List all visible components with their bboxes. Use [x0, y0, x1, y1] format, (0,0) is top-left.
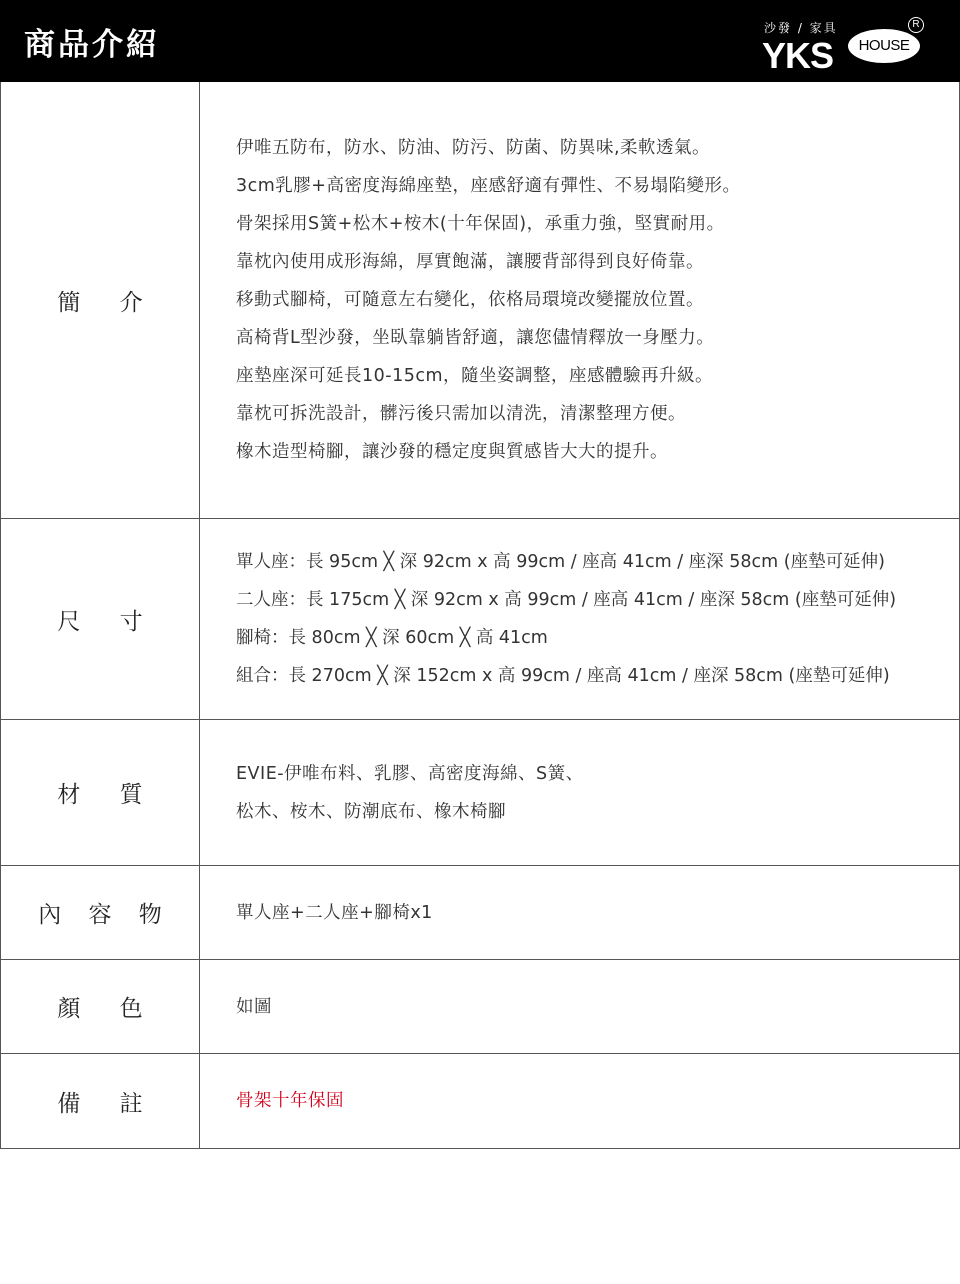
size-line-two-seat: 二人座：長 175cm ╳ 深 92cm x 高 99cm / 座高 41cm / 座深 58cm (座墊可延伸): [236, 590, 897, 610]
intro-line: 靠枕內使用成形海綿，厚實飽滿，讓腰背部得到良好倚靠。: [236, 252, 704, 272]
spec-value-material: [200, 720, 959, 865]
size-line-single-seat: 單人座：長 95cm ╳ 深 92cm x 高 99cm / 座高 41cm / 座深 58cm (座墊可延伸): [236, 552, 885, 572]
spec-table: [0, 82, 960, 1149]
spec-row-note: [1, 1053, 959, 1148]
intro-line: 橡木造型椅腳，讓沙發的穩定度與質感皆大大的提升。: [236, 442, 668, 462]
intro-line: 骨架採用S簧+松木+桉木(十年保固)，承重力強，堅實耐用。: [236, 214, 725, 234]
spec-value-intro: [200, 82, 959, 518]
size-line-ottoman: 腳椅：長 80cm ╳ 深 60cm ╳ 高 41cm: [236, 628, 548, 648]
intro-line: 伊唯五防布，防水、防油、防污、防菌、防異味,柔軟透氣。: [236, 138, 711, 158]
note-text: 骨架十年保固: [236, 1091, 344, 1111]
intro-line: 移動式腳椅，可隨意左右變化，依格局環境改變擺放位置。: [236, 290, 704, 310]
spec-label-size: 尺 寸: [1, 519, 200, 719]
intro-line: 3cm乳膠+高密度海綿座墊，座感舒適有彈性、不易塌陷變形。: [236, 176, 741, 196]
spec-row-material: [1, 719, 959, 865]
contents-text: 單人座+二人座+腳椅x1: [236, 902, 433, 923]
logo-brand-text: YKS: [762, 35, 834, 76]
page-title: 商品介紹: [24, 27, 160, 63]
spec-label-contents: 內 容 物: [1, 866, 200, 959]
spec-label-color: 顏 色: [1, 960, 200, 1053]
material-line: EVIE-伊唯布料、乳膠、高密度海綿、S簧、: [236, 763, 584, 784]
spec-row-contents: [1, 865, 959, 959]
spec-row-size: [1, 518, 959, 719]
intro-line: 靠枕可拆洗設計，髒污後只需加以清洗，清潔整理方便。: [236, 404, 686, 424]
spec-label-material: 材 質: [1, 720, 200, 865]
logo-tagline: 沙發 / 家具: [764, 21, 838, 35]
color-text: 如圖: [236, 996, 272, 1017]
intro-line: 座墊座深可延長10-15cm，隨坐姿調整，座感體驗再升級。: [236, 366, 714, 386]
spec-value-color: [200, 960, 959, 1053]
size-line-combined: 組合：長 270cm ╳ 深 152cm x 高 99cm / 座高 41cm / 座深 58cm (座墊可延伸): [236, 666, 890, 686]
brand-logo: [760, 18, 930, 78]
material-line: 松木、桉木、防潮底布、橡木椅腳: [236, 801, 506, 822]
spec-label-intro: 簡 介: [1, 82, 200, 518]
logo-house-badge: HOUSE: [848, 29, 920, 63]
page-header: [0, 0, 960, 82]
spec-value-contents: [200, 866, 959, 959]
spec-value-size: [200, 519, 959, 719]
registered-trademark-icon: R: [908, 17, 924, 33]
spec-label-note: 備 註: [1, 1054, 200, 1148]
spec-row-intro: [1, 82, 959, 518]
spec-value-note: [200, 1054, 959, 1148]
spec-row-color: [1, 959, 959, 1053]
intro-line: 高椅背L型沙發，坐臥靠躺皆舒適，讓您儘情釋放一身壓力。: [236, 328, 715, 348]
